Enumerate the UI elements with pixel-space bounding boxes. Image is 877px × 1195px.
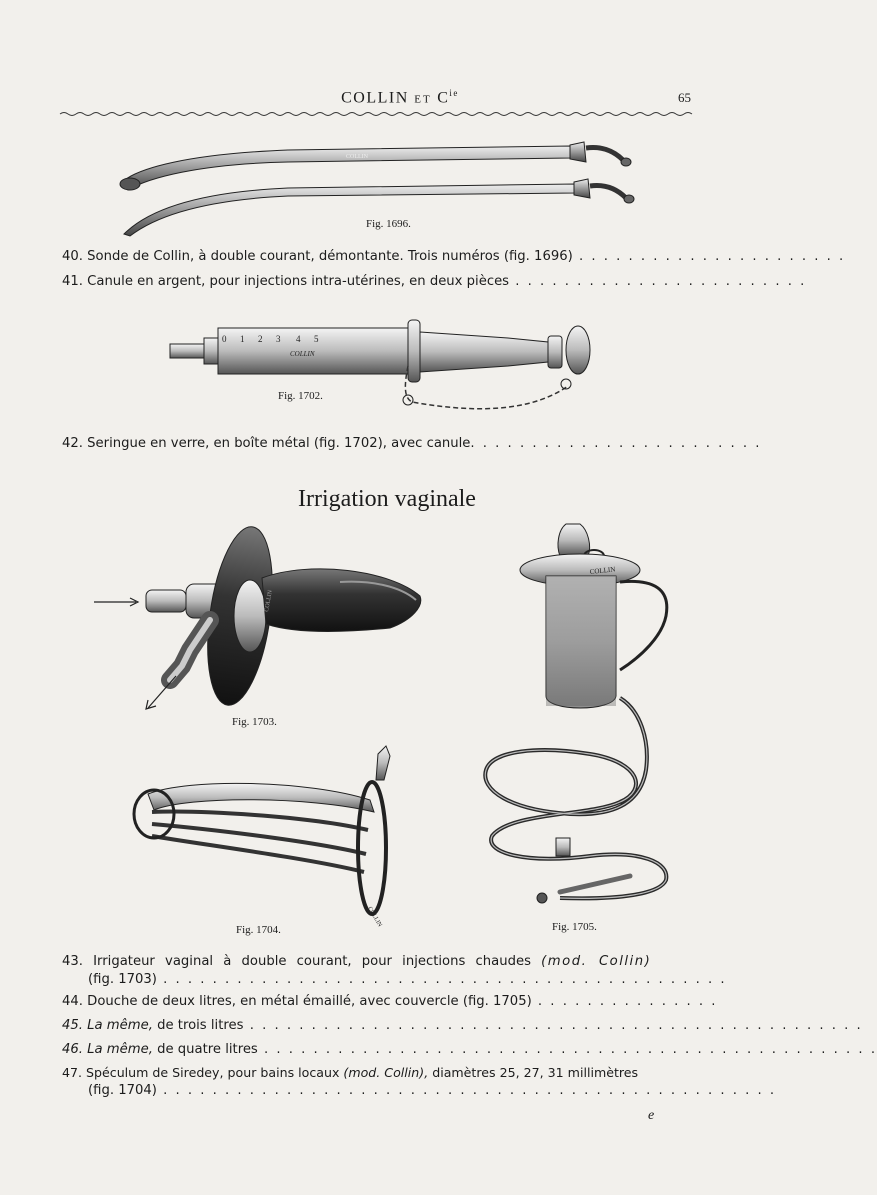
speculum-engraved-label: COLLIN (366, 906, 383, 929)
item-45 (62, 1017, 863, 1035)
fig-1702-seringue-illustration (168, 316, 596, 426)
item-45-lead: 45. La même, (62, 1018, 153, 1033)
leader-dots: . . . . . . . . . . . . . . . . . . . . . . . . (470, 436, 762, 451)
item-46 (62, 1041, 877, 1059)
item-46-text: de quatre litres (152, 1042, 258, 1057)
item-47-model: (mod. Collin), (343, 1065, 429, 1080)
page-number: 65 (678, 90, 691, 105)
douche-engraved-label: COLLIN (589, 565, 616, 576)
item-46-lead: 46. La même, (62, 1042, 153, 1057)
item-47-fig-ref: (fig. 1704) (88, 1083, 157, 1098)
leader-dots: . . . . . . . . . . . . . . . . . . . . . . . . . . . . . . . . . . . . . . . . . . . . . . (156, 972, 727, 987)
fig-1704-speculum-illustration (128, 740, 400, 929)
header-wavy-rule (60, 110, 692, 118)
leader-dots: . . . . . . . . . . . . . . . . . . . . . . . . . . . . . . . . . . . . . . . . . . . . . . . . . . (243, 1018, 863, 1033)
scale-mark: 2 (258, 334, 263, 344)
scale-mark: 3 (276, 334, 281, 344)
scale-mark: 0 (222, 334, 227, 344)
leader-dots: . . . . . . . . . . . . . . . (531, 994, 718, 1009)
fig-1703-irrigator-illustration (90, 520, 430, 710)
item-45-text: de trois litres (152, 1018, 244, 1033)
item-43-text: 43. Irrigateur vaginal à double courant, pour injections chaudes (62, 954, 542, 969)
leader-dots: . . . . . . . . . . . . . . . . . . . . . . . . . . . . . . . . . . . . . . . . . . . . . . . . . . (156, 1083, 777, 1098)
header-company-name: COLLIN (341, 89, 409, 107)
fig-1705-douche-illustration (470, 520, 676, 910)
caption-fig-1702: Fig. 1702. (278, 390, 323, 402)
scale-mark: 5 (314, 334, 319, 344)
item-43-continued (88, 971, 727, 989)
item-43-fig-ref: (fig. 1703) (88, 972, 157, 987)
item-42 (62, 435, 762, 453)
leader-dots: . . . . . . . . . . . . . . . . . . . . . . . . (509, 274, 807, 289)
item-40-text: 40. Sonde de Collin, à double courant, démontante. Trois numéros (fig. 1696) (62, 249, 573, 264)
caption-fig-1703: Fig. 1703. (232, 716, 277, 728)
item-44-text: 44. Douche de deux litres, en métal émaillé, avec couvercle (fig. 1705) (62, 994, 532, 1009)
item-47-text: 47. Spéculum de Siredey, pour bains locaux (62, 1065, 344, 1080)
item-44 (62, 993, 718, 1011)
item-47 (62, 1064, 670, 1082)
item-40 (62, 248, 846, 266)
header-co-sup: ie (449, 88, 459, 98)
item-47-sizes: diamètres 25, 27, 31 millimètres (428, 1065, 639, 1080)
caption-fig-1705: Fig. 1705. (552, 921, 597, 933)
item-43-model: (mod. Collin) (541, 954, 652, 969)
leader-dots: . . . . . . . . . . . . . . . . . . . . . . (572, 249, 846, 264)
section-title: Irrigation vaginale (298, 486, 476, 512)
leader-dots: . . . . . . . . . . . . . . . . . . . . . . . . . . . . . . . . . . . . . . . . . . . . . . . . . . (257, 1042, 877, 1057)
signature-mark: e (648, 1108, 655, 1123)
item-41 (62, 273, 807, 291)
item-41-text: 41. Canule en argent, pour injections intra-utérines, en deux pièces (62, 274, 510, 289)
header-et: ET (414, 93, 432, 106)
irrigator-engraved-label: COLLIN (264, 589, 274, 613)
item-47-continued (88, 1082, 777, 1100)
item-43 (62, 953, 670, 971)
item-42-text: 42. Seringue en verre, en boîte métal (fig. 1702), avec canule (62, 436, 471, 451)
caption-fig-1696: Fig. 1696. (366, 218, 411, 230)
sonde-engraved-label: COLLIN (346, 154, 368, 160)
scale-mark: 1 (240, 334, 245, 344)
scale-mark: 4 (296, 334, 301, 344)
header-co: C (437, 89, 450, 107)
seringue-engraved-label: COLLIN (290, 350, 315, 358)
caption-fig-1704: Fig. 1704. (236, 924, 281, 936)
